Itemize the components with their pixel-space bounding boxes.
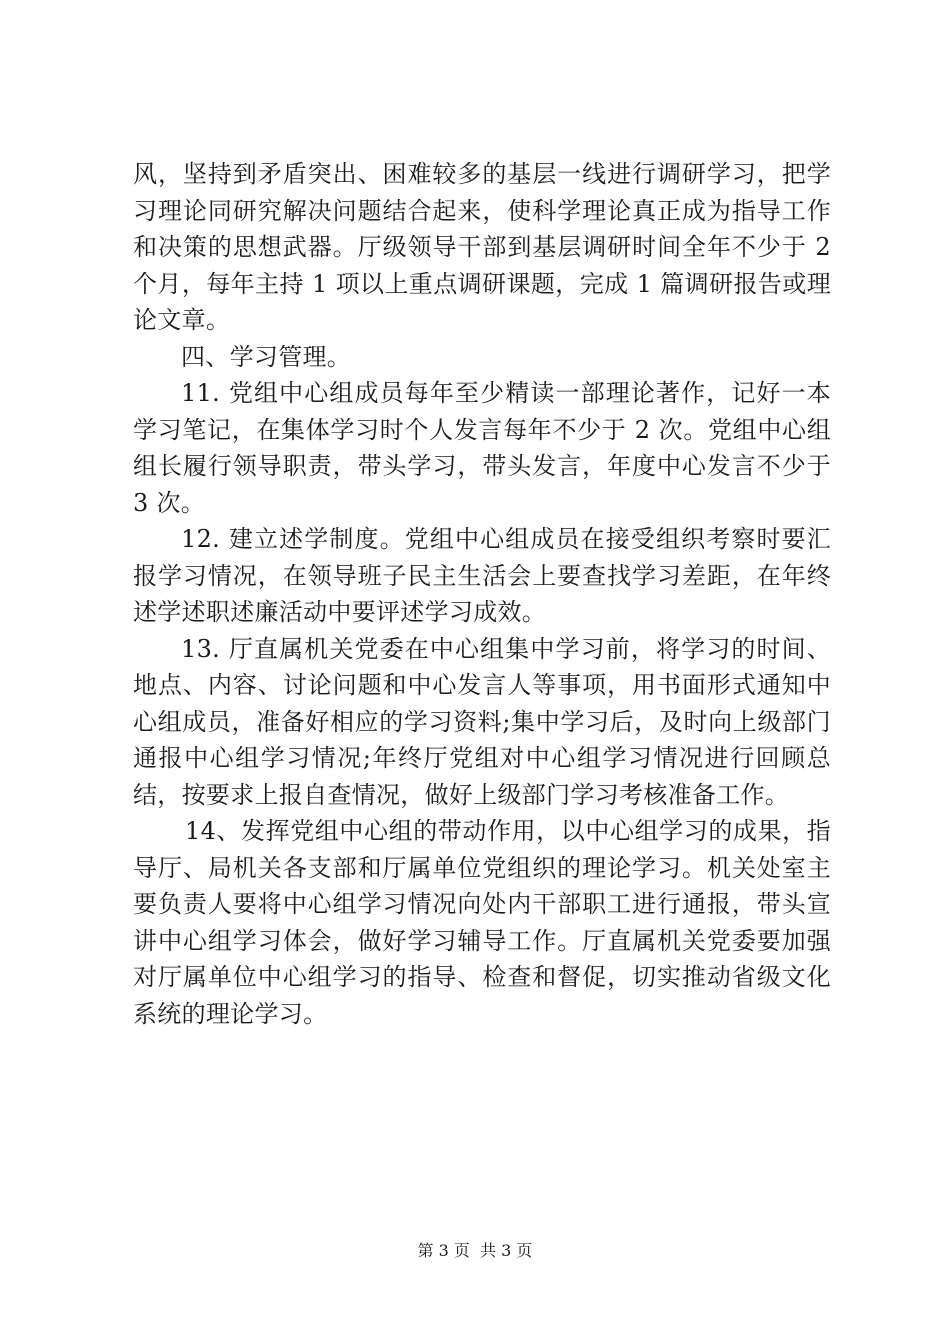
paragraph-item-14: 14、发挥党组中心组的带动作用，以中心组学习的成果，指导厅、局机关各支部和厅属单位党组织的理论学习。机关处室主要负责人要将中心组学习情况向处内干部职工进行通报，带头宣讲中心组学习体会，做好学习辅导工作。厅直属机关党委要加强对厅属单位中心组学习的指导、检查和督促，切实推动省级文化系统的理论学习。 — [133, 817, 831, 1028]
paragraph-continuation: 风，坚持到矛盾突出、困难较多的基层一线进行调研学习，把学习理论同研究解决问题结合起来，使科学理论真正成为指导工作和决策的思想武器。厅级领导干部到基层调研时间全年不少于 2 个月，每年主持 1 项以上重点调研课题，完成 1 篇调研报告或理论文章。 — [133, 160, 831, 334]
document-body — [133, 156, 831, 1032]
page-footer — [0, 1240, 950, 1262]
page-number-label: 第 3 页 共 3 页 — [417, 1241, 533, 1260]
paragraph-item-12: 12. 建立述学制度。党组中心组成员在接受组织考察时要汇报学习情况，在领导班子民主生活会上要查找学习差距，在年终述学述职述廉活动中要评述学习成效。 — [133, 525, 831, 626]
paragraph-item-11: 11. 党组中心组成员每年至少精读一部理论著作，记好一本学习笔记，在集体学习时个人发言每年不少于 2 次。党组中心组组长履行领导职责，带头学习，带头发言，年度中心发言不少于 3 次。 — [133, 379, 831, 517]
section-heading-study-management: 四、学习管理。 — [181, 342, 352, 371]
paragraph-item-13: 13. 厅直属机关党委在中心组集中学习前，将学习的时间、地点、内容、讨论问题和中心发言人等事项，用书面形式通知中心组成员，准备好相应的学习资料;集中学习后，及时向上级部门通报中心组学习情况;年终厅党组对中心组学习情况进行回顾总结，按要求上报自查情况，做好上级部门学习考核准备工作。 — [133, 634, 831, 809]
